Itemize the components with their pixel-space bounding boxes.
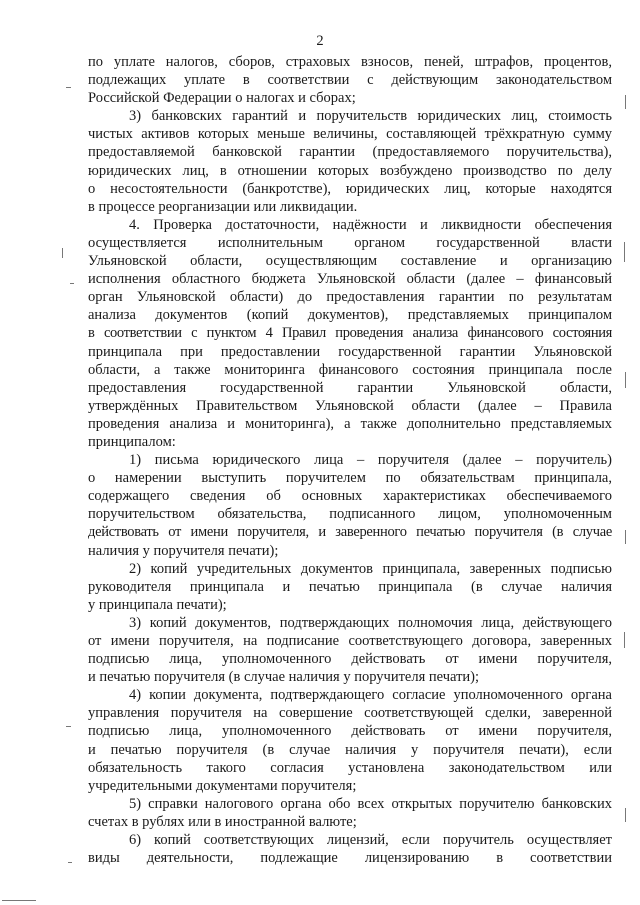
- text-line: 3) банковских гарантий и поручительств юридических лиц, стоимость: [129, 108, 612, 125]
- paragraph-item-1-guarantor-letter: [88, 451, 612, 560]
- text-line: 1) письма юридического лица – поручителя (далее – поручитель): [129, 452, 612, 469]
- text-line: предоставляемой банковской гарантии (предоставляемого поручительства),: [88, 144, 612, 161]
- text-line: 5) справки налогового органа обо всех открытых поручителю банковских: [129, 795, 612, 812]
- paragraph-item-3-bank-guarantees: [88, 107, 612, 216]
- paragraph-item-5-tax-certificate: [88, 795, 612, 831]
- text-line: области, а также мониторинга финансового состояния принципала после: [88, 361, 612, 378]
- text-line: счетах в рублях или в иностранной валюте;: [88, 813, 357, 830]
- paragraph-tax-payments: [88, 53, 612, 107]
- scan-mark: [68, 862, 72, 863]
- text-line: о намерении выступить поручителем по обязательствам принципала,: [88, 470, 612, 487]
- text-line: наличия у поручителя печати);: [88, 542, 279, 559]
- text-line: руководителя принципала и печатью принципала (в случае наличия: [88, 578, 612, 595]
- text-line: принципала при предоставлении государственной гарантии Ульяновской: [88, 343, 612, 360]
- text-line: подлежащих уплате в соответствии с действующим законодательством: [88, 72, 612, 89]
- text-line: орган Ульяновской области) до предоставления гарантии по результатам: [88, 289, 612, 306]
- text-line: подписью лица, уполномоченного действовать от имени поручителя,: [88, 651, 612, 668]
- text-line: исполнения областного бюджета Ульяновской области (далее – финансовый: [88, 271, 612, 288]
- text-line: обязательность такого согласия установлена законодательством или: [88, 759, 612, 776]
- text-line: в соответствии с пунктом 4 Правил проведения анализа финансового состояния: [88, 325, 612, 342]
- scan-mark: [62, 248, 63, 258]
- scan-mark: [2, 900, 36, 901]
- text-line: утверждённых Правительством Ульяновской области (далее – Правила: [88, 397, 612, 414]
- scan-mark: [70, 283, 74, 284]
- text-line: 6) копий соответствующих лицензий, если поручитель осуществляет: [129, 832, 612, 849]
- scan-mark: [625, 372, 626, 388]
- paragraph-item-4-consent-document: [88, 686, 612, 795]
- text-line: Российской Федерации о налогах и сборах;: [88, 90, 356, 107]
- scan-mark: [66, 87, 71, 88]
- scan-mark: [624, 632, 625, 648]
- text-line: управления поручителя на совершение соответствующей сделки, заверенной: [88, 705, 612, 722]
- page-number: 2: [316, 33, 324, 49]
- text-line: 2) копий учредительных документов принципала, заверенных подписью: [129, 560, 612, 577]
- scan-mark: [625, 808, 626, 822]
- paragraph-item-2-founding-documents: [88, 560, 612, 614]
- text-line: и печатью поручителя (в случае наличия у поручителя печати), если: [88, 741, 612, 758]
- text-line: поручительством обязательства, подписанного лицом, уполномоченным: [88, 506, 612, 523]
- paragraph-section-4-verification: [88, 216, 612, 451]
- scan-mark: [624, 242, 625, 262]
- text-line: осуществляется исполнительным органом государственной власти: [88, 234, 612, 251]
- paragraph-item-6-licenses: [88, 831, 612, 867]
- text-line: юридических лиц, в отношении которых возбуждено производство по делу: [88, 162, 612, 179]
- text-line: 4) копии документа, подтверждающего согласие уполномоченного органа: [129, 687, 612, 704]
- text-line: содержащего сведения об основных характеристиках обеспечиваемого: [88, 488, 612, 505]
- scan-mark: [625, 95, 626, 109]
- text-line: у принципала печати);: [88, 596, 227, 613]
- text-line: о несостоятельности (банкротстве), юридических лиц, которые находятся: [88, 180, 612, 197]
- text-line: Ульяновской области, осуществляющим составление и организацию: [88, 253, 612, 270]
- text-line: от имени поручителя, на подписание соответствующего договора, заверенных: [88, 633, 612, 649]
- scan-mark: [625, 530, 626, 544]
- scan-mark: [66, 726, 71, 727]
- text-line: виды деятельности, подлежащие лицензированию в соответствии: [88, 850, 612, 867]
- text-line: анализа документов (копий документов), представляемых принципалом: [88, 307, 612, 324]
- text-line: предоставления государственной гарантии Ульяновской области,: [88, 379, 612, 396]
- text-line: действовать от имени поручителя, и заверенного печатью поручителя (в случае: [88, 524, 612, 541]
- paragraph-item-3-authority-documents: [88, 614, 612, 686]
- text-line: и печатью поручителя (в случае наличия у поручителя печати);: [88, 669, 480, 686]
- text-line: принципалом:: [88, 433, 176, 450]
- document-body: [88, 53, 612, 867]
- text-line: проведения анализа и мониторинга), а также дополнительно представляемых: [88, 415, 612, 432]
- text-line: 4. Проверка достаточности, надёжности и ликвидности обеспечения: [129, 216, 612, 233]
- text-line: чистых активов которых меньше величины, составляющей трёхкратную сумму: [88, 126, 612, 143]
- text-line: подписью лица, уполномоченного действовать от имени поручителя,: [88, 723, 612, 740]
- text-line: в процессе реорганизации или ликвидации.: [88, 198, 358, 215]
- text-line: учредительными документами поручителя;: [88, 777, 357, 794]
- text-line: 3) копий документов, подтверждающих полномочия лица, действующего: [129, 614, 612, 631]
- text-line: по уплате налогов, сборов, страховых взносов, пеней, штрафов, процентов,: [88, 54, 612, 70]
